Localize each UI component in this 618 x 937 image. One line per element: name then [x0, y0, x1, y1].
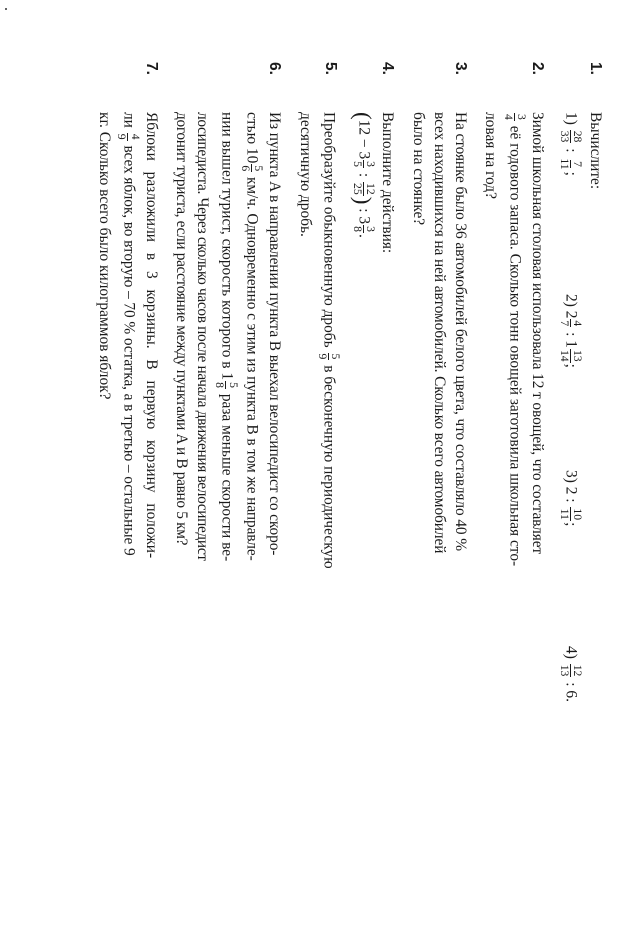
- item-label: 2): [562, 294, 580, 307]
- item-label: 1): [562, 112, 580, 125]
- numerator: 12: [571, 664, 584, 677]
- item-label: 3): [562, 470, 580, 483]
- problem-text-line: [239, 112, 265, 913]
- punctuation: ;: [562, 363, 580, 368]
- numerator: 3: [364, 226, 378, 232]
- numerator: 4: [571, 320, 584, 327]
- denominator: 9: [316, 353, 330, 360]
- denominator: 4: [501, 114, 515, 120]
- fraction: [351, 225, 377, 233]
- punctuation: ;: [562, 171, 580, 176]
- fraction: [557, 157, 583, 170]
- problem-1: [557, 62, 606, 913]
- text-run: стью 10: [243, 112, 261, 164]
- denominator: 6: [238, 165, 252, 172]
- problem-text-line: [501, 112, 527, 913]
- text-run: Преобразуйте обыкновенную дробь: [321, 112, 338, 348]
- text-run: км/ч. Одновременно с этим из пункта B в том же направле-: [243, 177, 261, 561]
- operator: :: [562, 682, 580, 687]
- problem-intro: Вычислите:: [587, 112, 604, 190]
- problem-6: [171, 62, 285, 913]
- problem-text-line: Зимой школьная столовая использовала 12 т овощей, что составляет: [528, 112, 546, 555]
- numerator: 5: [226, 382, 240, 388]
- expression-item-4: [557, 646, 583, 702]
- fraction: [557, 349, 583, 363]
- denominator: 14: [557, 349, 571, 362]
- denominator: 11: [557, 158, 571, 170]
- scan-speck: [5, 8, 7, 10]
- expression-item-1: [557, 112, 583, 294]
- paren-open: (: [351, 112, 378, 120]
- whole-part: 2: [562, 486, 580, 495]
- problem-text-line: всех находившихся на ней автомобилей. Сколько всего автомобилей: [430, 112, 448, 554]
- problem-2: [480, 62, 548, 913]
- fraction: [557, 319, 583, 327]
- fraction: [115, 133, 141, 141]
- fraction: [557, 664, 583, 678]
- problem-text-line: догонит туриста, если расстояние между пунктами A и B равно 5 км?: [173, 112, 191, 546]
- denominator: 25: [351, 183, 365, 195]
- whole-part: 6: [562, 690, 580, 699]
- denominator: 8: [213, 382, 227, 388]
- fraction: [213, 381, 239, 389]
- text-run: раза меньше скорости ве-: [218, 393, 236, 562]
- numerator: 5: [252, 165, 266, 172]
- item-label: 4): [562, 646, 580, 659]
- numerator: 10: [571, 508, 584, 521]
- paren-close: ): [351, 196, 378, 205]
- problem-number: 2.: [528, 62, 546, 75]
- text-run: 12 −: [356, 119, 374, 148]
- problem-text-line: кг. Сколько всего было килограммов яблок?: [96, 112, 114, 400]
- problem-4: [351, 62, 399, 913]
- fraction: [351, 182, 377, 196]
- denominator: 13: [557, 664, 571, 677]
- whole-part: 3: [356, 151, 374, 160]
- problem-text-line: На стоянке было 36 автомобилей белого цвета, что составляло 40 %: [451, 112, 469, 551]
- numerator: 4: [128, 133, 142, 140]
- problem-7: [94, 62, 162, 913]
- punctuation: ;: [562, 522, 580, 527]
- text-run: нии вышел турист, скорость которого в 1: [218, 112, 236, 381]
- problem-3: [408, 62, 471, 913]
- denominator: 5: [351, 161, 365, 168]
- numerator: 3: [364, 161, 378, 168]
- numerator: 13: [571, 349, 584, 362]
- problem-text-line: Из пункта A в направлении пункта B выехал велосипедист со скоро-: [266, 112, 284, 556]
- problem-text-line: [316, 112, 342, 913]
- fraction: [316, 353, 342, 361]
- problem-number: 7.: [142, 62, 160, 75]
- numerator: 28: [571, 130, 584, 143]
- expression-item-3: [557, 470, 583, 646]
- numerator: 12: [364, 183, 378, 195]
- problem-number: 3.: [451, 62, 469, 75]
- problem-5: [295, 62, 342, 913]
- text-run: ли: [120, 112, 138, 128]
- text-run: всех яблок, во вторую – 70 % остатка, а в третью – остальные 9: [120, 145, 138, 556]
- punctuation: .: [356, 233, 374, 238]
- denominator: 7: [557, 320, 571, 327]
- operator: :: [356, 208, 374, 213]
- problem-number: 1.: [587, 62, 604, 75]
- expression-item-2: [557, 294, 583, 470]
- problem-number: 5.: [322, 62, 340, 75]
- numerator: 3: [514, 114, 528, 120]
- expression: [351, 112, 377, 913]
- operator: :: [562, 332, 580, 337]
- numerator: 5: [329, 353, 343, 360]
- denominator: 8: [351, 226, 365, 232]
- whole-part: 2: [562, 310, 580, 319]
- problem-text-line: [213, 112, 239, 913]
- problem-intro: Выполните действия:: [379, 112, 397, 254]
- denominator: 9: [115, 133, 129, 140]
- whole-part: 3: [356, 216, 374, 225]
- operator: :: [562, 498, 580, 503]
- denominator: 33: [557, 130, 571, 143]
- problem-text-line: десятичную дробь.: [296, 112, 314, 237]
- fraction: [557, 130, 583, 144]
- problem-text-line: было на стоянке?: [409, 112, 427, 226]
- problem-number: 4.: [379, 62, 397, 75]
- numerator: 7: [571, 161, 584, 167]
- denominator: 11: [557, 508, 571, 520]
- punctuation: .: [562, 698, 580, 702]
- fraction: [351, 160, 377, 168]
- fraction: [557, 507, 583, 521]
- problem-number: 6.: [266, 62, 284, 75]
- operator: :: [562, 148, 580, 153]
- problem-text-line: [115, 112, 141, 913]
- fraction: [501, 113, 527, 121]
- fraction: [239, 164, 265, 172]
- problem-text-line: ловая на год?: [482, 112, 500, 199]
- problem-text-line: лосипедиста. Через сколько часов после начала движения велосипедист: [194, 112, 212, 561]
- text-run: её годового запаса. Сколько тонн овощей заготовила школьная сто-: [506, 125, 524, 567]
- text-run: в бесконечную периодическую: [321, 365, 338, 569]
- expression-list: [557, 112, 583, 913]
- whole-part: 1: [562, 340, 580, 348]
- operator: :: [356, 172, 374, 178]
- problem-text-line: Яблоки разложили в 3 корзины. В первую корзину положи-: [142, 112, 160, 559]
